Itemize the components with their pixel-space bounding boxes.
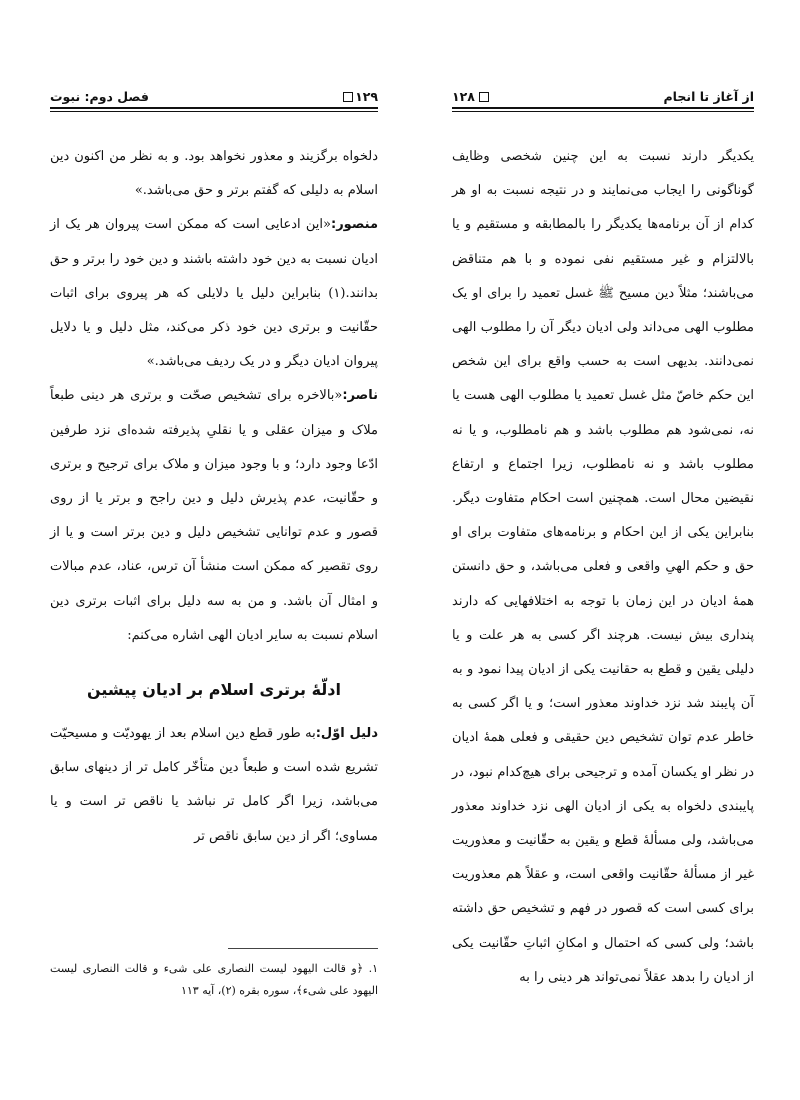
header-rule-thin: [452, 111, 754, 112]
page-header: [50, 82, 378, 104]
paragraph-naser: [50, 379, 378, 653]
paragraph: یکدیگر دارند نسبت به این چنین شخصی وظایف گوناگونی را ایجاب می‌نمایند و در نتیجه نسبت به او هر کدام از آن برنامه‌ها یکدیگر را بالمطابقه و مستقیم و یا بالالتزام و غیر مستقیم نفی نموده و با هم متناقض می‌باشند؛ مثلاً دین مسیح ﷺ غسل تعمید را برای او یک مطلوب الهی می‌داند ولی ادیان دیگر آن را مطلوب الهی نمی‌دانند. بدیهی است به حسب واقع برای این شخص این حکم خاصّ مثل غسل تعمید یا مطلوب الهی هست یا نه، نمی‌شود هم مطلوب باشد و هم نامطلوب، و یا نه مطلوب باشد و نه نامطلوب، زیرا اجتماع و ارتفاع نقیضین محال است. همچنین است احکام متفاوت دیگر. بنابراین یکی از این احکام و برنامه‌های متفاوت برای او حق و حکم الهیِ واقعی و فعلی می‌باشد، و حق دانستن همهٔ ادیان در این زمان با توجه به اختلافهایی که دارند پنداری بیش نیست. هرچند اگر کسی به هر علت و یا دلیلی یقین و قطع به حقانیت یکی از ادیان پیدا نمود و به آن پایبند شد نزد خداوند معذور است؛ و یا اگر کسی به خاطر عدم توان تشخیص دین حقیقی و فعلی همهٔ ادیان در نظر او یکسان آمده و ترجیحی برای هیچ‌کدام نبود، در پایبندی دلخواه به یکی از ادیان الهی نزد خداوند معذور می‌باشد، ولی مسألهٔ قطع و یقین به حقّانیت و معذوریت غیر از مسألهٔ حقّانیت واقعی است، و عقلاً هم معذوریت برای کسی است که قصور در فهم و تشخیص حق داشته باشد؛ ولی کسی که احتمال و امکانِ اثباتِ حقّانیت یکی از ادیان را بدهد عقلاً نمی‌تواند هر دینی را به: [452, 149, 754, 985]
speaker-label: منصور:: [331, 217, 378, 233]
paragraph-text: «بالاخره برای تشخیص صحّت و برتری هر دینی طبعاً ملاک و میزان عقلی و یا نقلیِ پذیرفته شده‌ای نزد طرفین ادّعا وجود دارد؛ و با وجود میزان و ملاک برای ترجیح و برتری و حقّانیت، عدم پذیرش دلیل و دین راجح و برتر یا از روی قصور و عدم توانایی تشخیص دلیل و دین برتر است و یا از روی تقصیر که ممکن است منشأ آن ترس، عناد، عدم مبالات و امثال آن باشد. و من به سه دلیل برای اثبات برتری دین اسلام نسبت به سایر ادیان الهی اشاره می‌کنم:: [50, 388, 378, 643]
square-icon: [343, 92, 353, 102]
right-page: [452, 0, 754, 1100]
page-number-box: [452, 89, 489, 104]
speaker-label: دلیل اوّل:: [315, 726, 378, 742]
paragraph-mansour: [50, 208, 378, 379]
page-header: [452, 82, 754, 104]
paragraph: دلخواه برگزیند و معذور نخواهد بود. و به نظر من اکنون دین اسلام به دلیلی که گفتم برتر و حق می‌باشد.»: [50, 149, 378, 199]
page-number-box: [341, 89, 378, 104]
page-number: ۱۲۸: [452, 89, 475, 104]
speaker-label: ناصر:: [342, 388, 378, 404]
paragraph-text: به طور قطع دین اسلام بعد از یهودیّت و مسیحیّت تشریع شده است و طبعاً دین متأخّر کامل تر از دینهای سابق می‌باشد، زیرا اگر کامل تر نباشد یا ناقص تر است و یا مساوی؛ اگر از دین سابق ناقص تر: [50, 726, 378, 844]
header-rule: [452, 107, 754, 109]
page-number: ۱۲۹: [355, 89, 378, 104]
section-heading: ادلّهٔ برتری اسلام بر ادیان پیشین: [86, 680, 341, 700]
page-body: [50, 140, 378, 854]
footnote-separator: [228, 948, 378, 949]
left-page: [50, 0, 378, 1100]
square-icon: [479, 92, 489, 102]
footnote: ۱. ﴿و قالت الیهود لیست النصاری علی شیء و قالت النصاری لیست الیهود علی شیء﴾، سوره بقره (۲)، آیه ۱۱۳: [50, 962, 378, 997]
running-title: فصل دوم: نبوت: [50, 89, 149, 104]
paragraph-text: «این ادعایی است که ممکن است پیروان هر یک از ادیان نسبت به دین خود داشته باشند و دین خود را برتر و حق بدانند.(۱) بنابراین دلیل یا دلایلی که هر پیروی برای اثبات حقّانیت و برتری دین خود ذکر می‌کند، مثل دلیل و یا دلایل پیروان ادیان دیگر و در یک ردیف می‌باشد.»: [50, 217, 378, 370]
running-title: از آغاز تا انجام: [663, 89, 754, 104]
paragraph-first-reason: [50, 717, 378, 854]
page-body: [452, 140, 754, 995]
header-rule-thin: [50, 111, 378, 112]
header-rule: [50, 107, 378, 109]
